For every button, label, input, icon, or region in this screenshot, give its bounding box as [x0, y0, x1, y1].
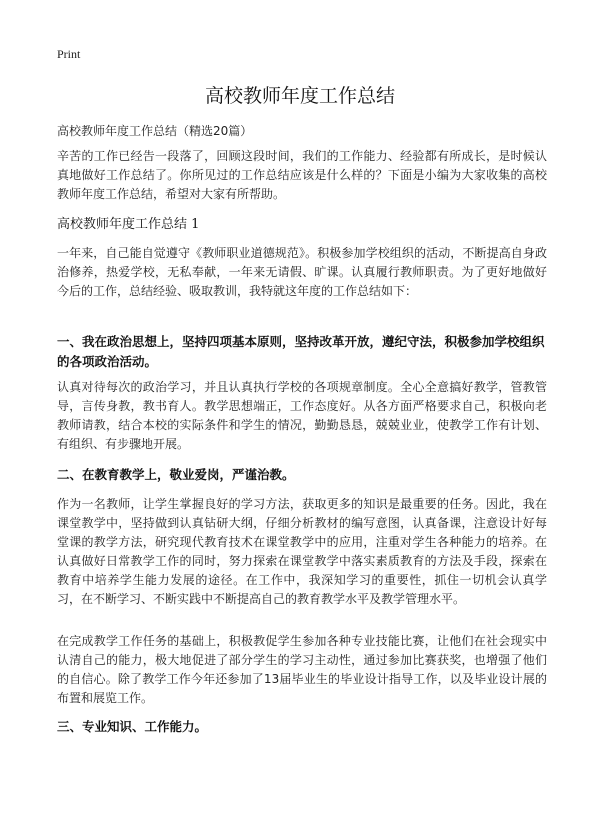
heading-politics: 一、我在政治思想上，坚持四项基本原则，坚持改革开放，遵纪守法，积极参加学校组织的各项政治活动。 [57, 334, 545, 369]
paragraph-politics: 认真对待每次的政治学习，并且认真执行学校的各项规章制度。全心全意搞好教学，管教管导，言传身教，教书育人。教学思想端正，工作态度好。从各方面严格要求自己，积极向老教师请教，结合本校的实际条件和学生的情况，勤勤恳恳，兢兢业业，使教学工作有计划、有组织、有步骤地开展。 [57, 380, 547, 451]
heading-professional: 三、专业知识、工作能力。 [57, 719, 208, 734]
paragraph-teaching-1: 作为一名教师，让学生掌握良好的学习方法，获取更多的知识是最重要的任务。因此，我在课堂教学中，坚持做到认真钻研大纲，仔细分析教材的编写意图，认真备课，注意设计好每堂课的教学方法，研究现代教育技术在课堂教学中的应用，注重对学生各种能力的培养。在认真做好日常教学工作的同时，努力探索在课堂教学中落实素质教育的方法及手段，探索在教育中培养学生能力发展的途径。在工作中，我深知学习的重要性，抓住一切机会认真学习，在不断学习、不断实践中不断提高自己的教育教学水平及教学管理水平。 [57, 497, 547, 606]
paragraph-teaching-2: 在完成教学工作任务的基础上，积极教促学生参加各种专业技能比赛，让他们在社会现实中认清自己的能力，极大地促进了部分学生的学习主动性，通过参加比赛获奖，也增强了他们的自信心。除了教学工作今年还参加了13届毕业生的毕业设计指导工作，以及毕业设计展的布置和展览工作。 [57, 634, 547, 705]
heading-teaching: 二、在教育教学上，敬业爱岗，严谨治教。 [57, 467, 295, 482]
section-1-title: 高校教师年度工作总结 1 [57, 217, 200, 232]
print-label[interactable]: Print [57, 47, 81, 61]
page-title: 高校教师年度工作总结 [204, 85, 395, 107]
document-subtitle: 高校教师年度工作总结（精选20篇） [57, 124, 253, 138]
intro-paragraph: 辛苦的工作已经告一段落了，回顾这段时间，我们的工作能力、经验都有所成长，是时候认真地做好工作总结了。你所见过的工作总结应该是什么样的？下面是小编为大家收集的高校教师年度工作总结，希望对大家有所帮助。 [57, 149, 547, 201]
section-1-paragraph: 一年来，自己能自觉遵守《教师职业道德规范》。积极参加学校组织的活动，不断提高自身政治修养，热爱学校，无私奉献，一年来无请假、旷课。认真履行教师职责。为了更好地做好今后的工作，总结经验、吸取教训，我特就这年度的工作总结如下： [57, 246, 547, 298]
